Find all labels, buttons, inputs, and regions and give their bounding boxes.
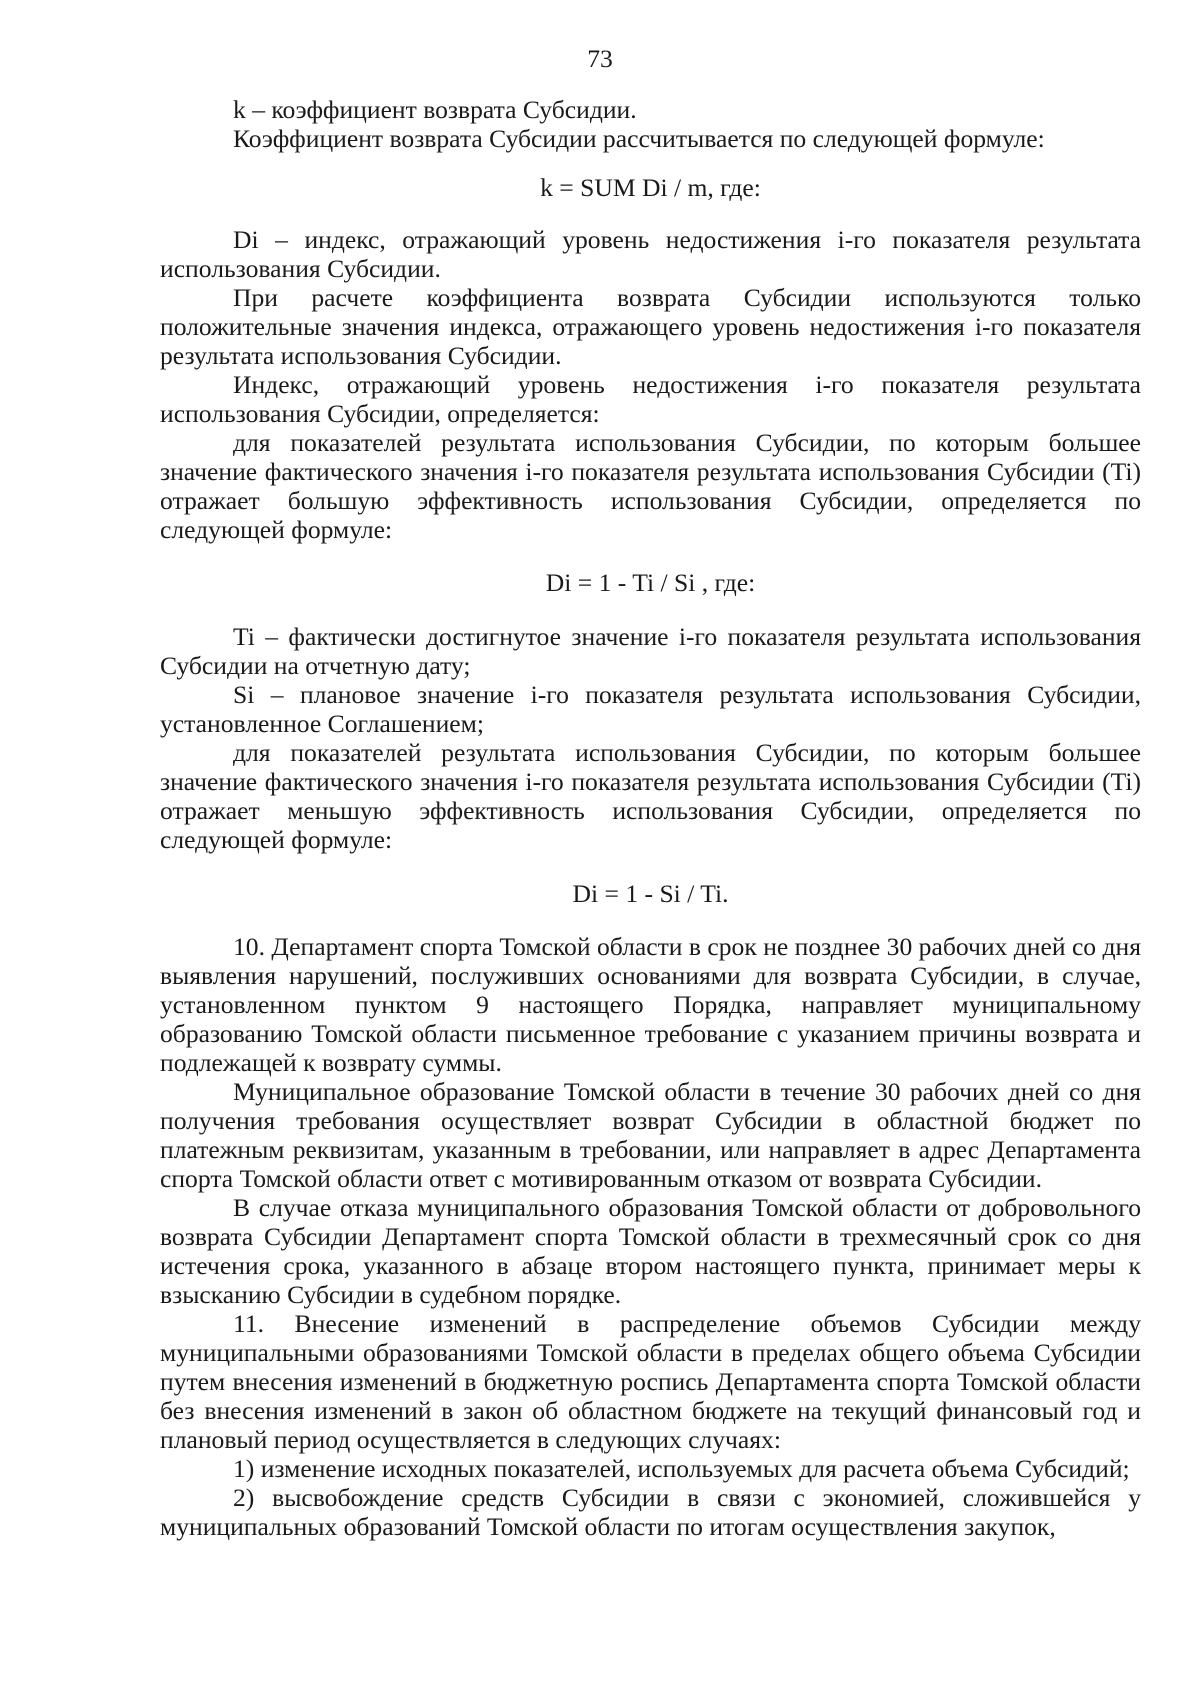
list-item-1: 1) изменение исходных показателей, используемых для расчета объема Субсидий; [233, 1454, 1130, 1483]
paragraph-ti-definition: Ti – фактически достигнутое значение i-го показателя результата использования Субсидии на отчетную дату; [160, 622, 1141, 680]
paragraph-di-definition: Di – индекс, отражающий уровень недостижения i-го показателя результата использования Субсидии. [160, 225, 1141, 283]
paragraph-municipal-return: Муниципальное образование Томской области в течение 30 рабочих дней со дня получения требования осуществляет возврат Субсидии в областной бюджет по платежным реквизитам, указанным в требовании, или направляет в адрес Департамента спорта Томской области ответ с мотивированным отказом от возврата Субсидии. [160, 1077, 1141, 1193]
formula-di-1: Di = 1 - Ti / Si , где: [545, 568, 756, 597]
page-number: 73 [587, 44, 613, 73]
paragraph-section-10: 10. Департамент спорта Томской области в срок не позднее 30 рабочих дней со дня выявления нарушений, послуживших основаниями для возврата Субсидии, в случае, установленном пунктом 9 настоящего Порядка, направляет муниципальному образованию Томской области письменное требование с указанием причины возврата и подлежащей к возврату суммы. [160, 932, 1141, 1077]
paragraph-lesser-efficiency: для показателей результата использования Субсидии, по которым большее значение фактического значения i-го показателя результата использования Субсидии (Ti) отражает меньшую эффективность использования Субсидии, определяется по следующей формуле: [160, 738, 1141, 854]
paragraph-section-11: 11. Внесение изменений в распределение объемов Субсидии между муниципальными образованиями Томской области в пределах общего объема Субсидии путем внесения изменений в бюджетную роспись Департамента спорта Томской области без внесения изменений в закон об областном бюджете на текущий финансовый год и плановый период осуществляется в следующих случаях: [160, 1309, 1141, 1454]
paragraph-si-definition: Si – плановое значение i-го показателя результата использования Субсидии, установленное Соглашением; [160, 680, 1141, 738]
formula-k: k = SUM Di / m, где: [540, 173, 761, 202]
paragraph-index-defined: Индекс, отражающий уровень недостижения i-го показателя результата использования Субсидии, определяется: [160, 370, 1141, 428]
document-body [160, 95, 1141, 1541]
paragraph-k-formula-intro: Коэффициент возврата Субсидии рассчитывается по следующей формуле: [233, 124, 1045, 153]
paragraph-greater-efficiency: для показателей результата использования Субсидии, по которым большее значение фактического значения i-го показателя результата использования Субсидии (Ti) отражает большую эффективность использования Субсидии, определяется по следующей формуле: [160, 428, 1141, 544]
list-item-2: 2) высвобождение средств Субсидии в связи с экономией, сложившейся у муниципальных образований Томской области по итогам осуществления закупок, [160, 1483, 1141, 1541]
formula-di-2: Di = 1 - Si / Ti. [572, 879, 729, 908]
paragraph-positive-values: При расчете коэффициента возврата Субсидии используются только положительные значения индекса, отражающего уровень недостижения i-го показателя результата использования Субсидии. [160, 283, 1141, 370]
paragraph-refusal: В случае отказа муниципального образования Томской области от добровольного возврата Субсидии Департамент спорта Томской области в трехмесячный срок со дня истечения срока, указанного в абзаце втором настоящего пункта, принимает меры к взысканию Субсидии в судебном порядке. [160, 1193, 1141, 1309]
paragraph-k-definition: k – коэффициент возврата Субсидии. [233, 95, 637, 124]
